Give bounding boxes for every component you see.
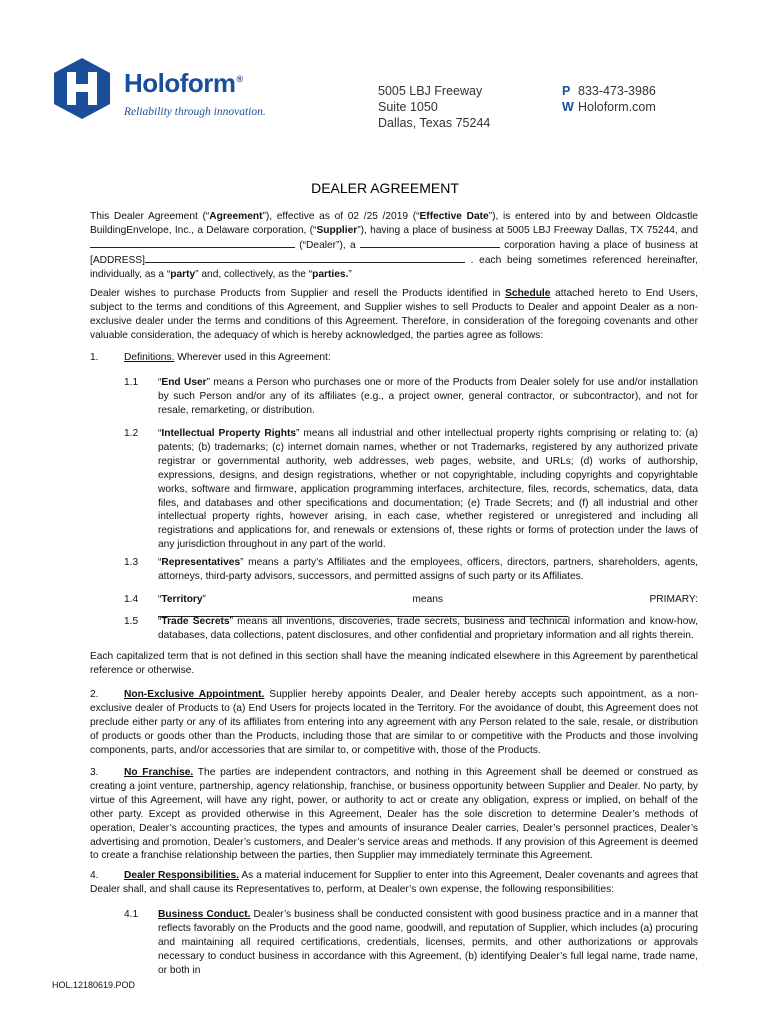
subsection-number: 4.1 <box>124 909 139 920</box>
business-conduct-clause: Business Conduct. Dealer’s business shall be conducted consistent with good business practice and in a manner that reflects favorably on the Products and the good name, goodwill, and reputation of Supplier, which includes (a) procuring and maintaining all required certifications, credentials, licenses, permits, and other authorizations or approvals necessary to conduct business in accordance with this Agreement, (b) identifying Dealer’s full legal name, trade name, or both in <box>158 909 699 976</box>
subsection-number: 1.2 <box>124 428 139 439</box>
section-no-franchise: No Franchise. The parties are independent contractors, and nothing in this Agreement shall be deemed or construed as creating a joint venture, partnership, agency relationship, franchise, or business opportunity between Supplier and Dealer. No party, by virtue of this Agreement, will have any right, power, or authority to act or create any obligation, express or implied, on behalf of the other party. Except as provided otherwise in this Agreement, Dealer has the sole discretion to determine Dealer’s methods of operation, Dealer’s accounting practices, the types and amounts of insurance Dealer carries, Dealer’s personnel practices, Dealer’s advertising and promotion, Dealer’s customers, and Dealer’s service areas and methods. If any provision of this Agreement is deemed to create a franchise relationship between the parties, then Supplier may immediately terminate this Agreement. <box>90 767 698 862</box>
definition-territory: “Territory” means PRIMARY: <box>158 593 698 622</box>
holoform-logo-icon <box>52 57 112 120</box>
company-contact <box>562 83 656 115</box>
web-line: W Holoform.com <box>562 100 656 114</box>
state-field[interactable] <box>360 238 500 248</box>
subsection-number: 1.5 <box>124 616 139 627</box>
recital-paragraph: Dealer wishes to purchase Products from Supplier and resell the Products identified in Schedule attached hereto to End Users, subject to the terms and conditions of this Agreement, and Supplier wishes to sell Products to Dealer and appoint Dealer as a non-exclusive dealer under the terms and conditions of this Agreement. Therefore, in consideration of the foregoing covenants and other valuable consideration, the adequacy of which is hereby acknowledged, the parties agree as follows: <box>90 288 698 341</box>
phone-line: P 833-473-3986 <box>562 84 656 98</box>
section-definitions: Definitions. Wherever used in this Agreement: <box>124 352 331 363</box>
section-number: 2. <box>90 689 99 700</box>
section-number: 4. <box>90 870 99 881</box>
subsection-number: 1.4 <box>124 594 139 605</box>
document-title: DEALER AGREEMENT <box>311 180 459 196</box>
brand-tagline: Reliability through innovation. <box>124 106 266 118</box>
definition-end-user: “End User” means a Person who purchases one or more of the Products from Dealer solely for use and/or installation by such Person and/or any of its affiliates (e.g., a project owner, general contractor, or subcontractor), and not for resale, remarketing, or distribution. <box>158 377 698 416</box>
company-address <box>378 83 490 131</box>
subsection-number: 1.1 <box>124 377 139 388</box>
brand-name: Holoform® <box>124 68 243 98</box>
address-field[interactable] <box>145 253 465 263</box>
intro-paragraph: This Dealer Agreement (“Agreement”), effective as of 02 /25 /2019 (“Effective Date”), is entered into by and between Oldcastle BuildingEnvelope, Inc., a Delaware corporation, (“Supplier”), having a place of business at 5005 LBJ Freeway Dallas, TX 75244, and (“Dealer”), a corporation having a place of business at [ADDRESS] . each being sometimes referenced hereinafter, individually, as a “party” and, collectively, as the “parties.” <box>90 211 698 280</box>
subsection-number: 1.3 <box>124 557 139 568</box>
definition-representatives: “Representatives” means a party’s Affiliates and the employees, officers, directors, partners, shareholders, agents, attorneys, third-party advisors, successors, and permitted assigns of such party or its Affiliates. <box>158 557 698 582</box>
definition-trade-secrets: “Trade Secrets” means all inventions, discoveries, trade secrets, business and technical information and know-how, databases, data collections, patent disclosures, and other confidential and proprietary information and all rights therein. <box>158 616 698 641</box>
document-footer-id: HOL.12180619.POD <box>52 980 136 990</box>
section-dealer-responsibilities: Dealer Responsibilities. As a material inducement for Supplier to enter into this Agreement, Dealer covenants and agrees that Dealer shall, and shall cause its Representatives to, perform, at Dealer’s own expense, the following responsibilities: <box>90 870 699 895</box>
section-number: 3. <box>90 767 99 778</box>
dealer-name-field[interactable] <box>90 238 295 248</box>
section-non-exclusive-appointment: Non-Exclusive Appointment. Supplier hereby appoints Dealer, and Dealer hereby accepts such appointment, as a non-exclusive dealer of Products to (a) End Users for projects located in the Territory. For the avoidance of doubt, this Agreement does not preclude either party or any of its affiliates from entering into any agreement with any Person related to the sale, resale, or distribution of products or goods other than the Products, including those that are similar to or competitive with the Products and those involving components, parts, and/or accessories that are similar to, or competitive with, those of the Products. <box>90 689 698 756</box>
address-line: 5005 LBJ Freeway <box>378 84 483 98</box>
section-number: 1. <box>90 352 99 363</box>
address-line: Dallas, Texas 75244 <box>378 116 491 130</box>
definition-intellectual-property: “Intellectual Property Rights” means all industrial and other intellectual property rights comprising or relating to: (a) patents; (b) trademarks; (c) internet domain names, whether or not Trademarks, registered by any authorized private registrar or governmental authority, web addresses, web pages, website, and URLs; (d) works of authorship, expressions, designs, and design registrations, whether or not copyrightable, including copyrights and copyrightable works, software and firmware, application programming interfaces, architecture, files, records, schematics, data, data files, and databases and other specifications and documentation; (e) Trade Secrets; and (f) all industrial and other intellectual property rights, however arising, in each case, whether registered or unregistered and including all registrations and applications for, and renewals or extensions of, these rights or forms of protection under the laws of any jurisdiction throughout in any part of the world. <box>158 428 699 551</box>
definitions-closing: Each capitalized term that is not defined in this section shall have the meaning indicated elsewhere in this Agreement by parenthetical reference or otherwise. <box>90 651 698 676</box>
address-line: Suite 1050 <box>378 100 438 114</box>
